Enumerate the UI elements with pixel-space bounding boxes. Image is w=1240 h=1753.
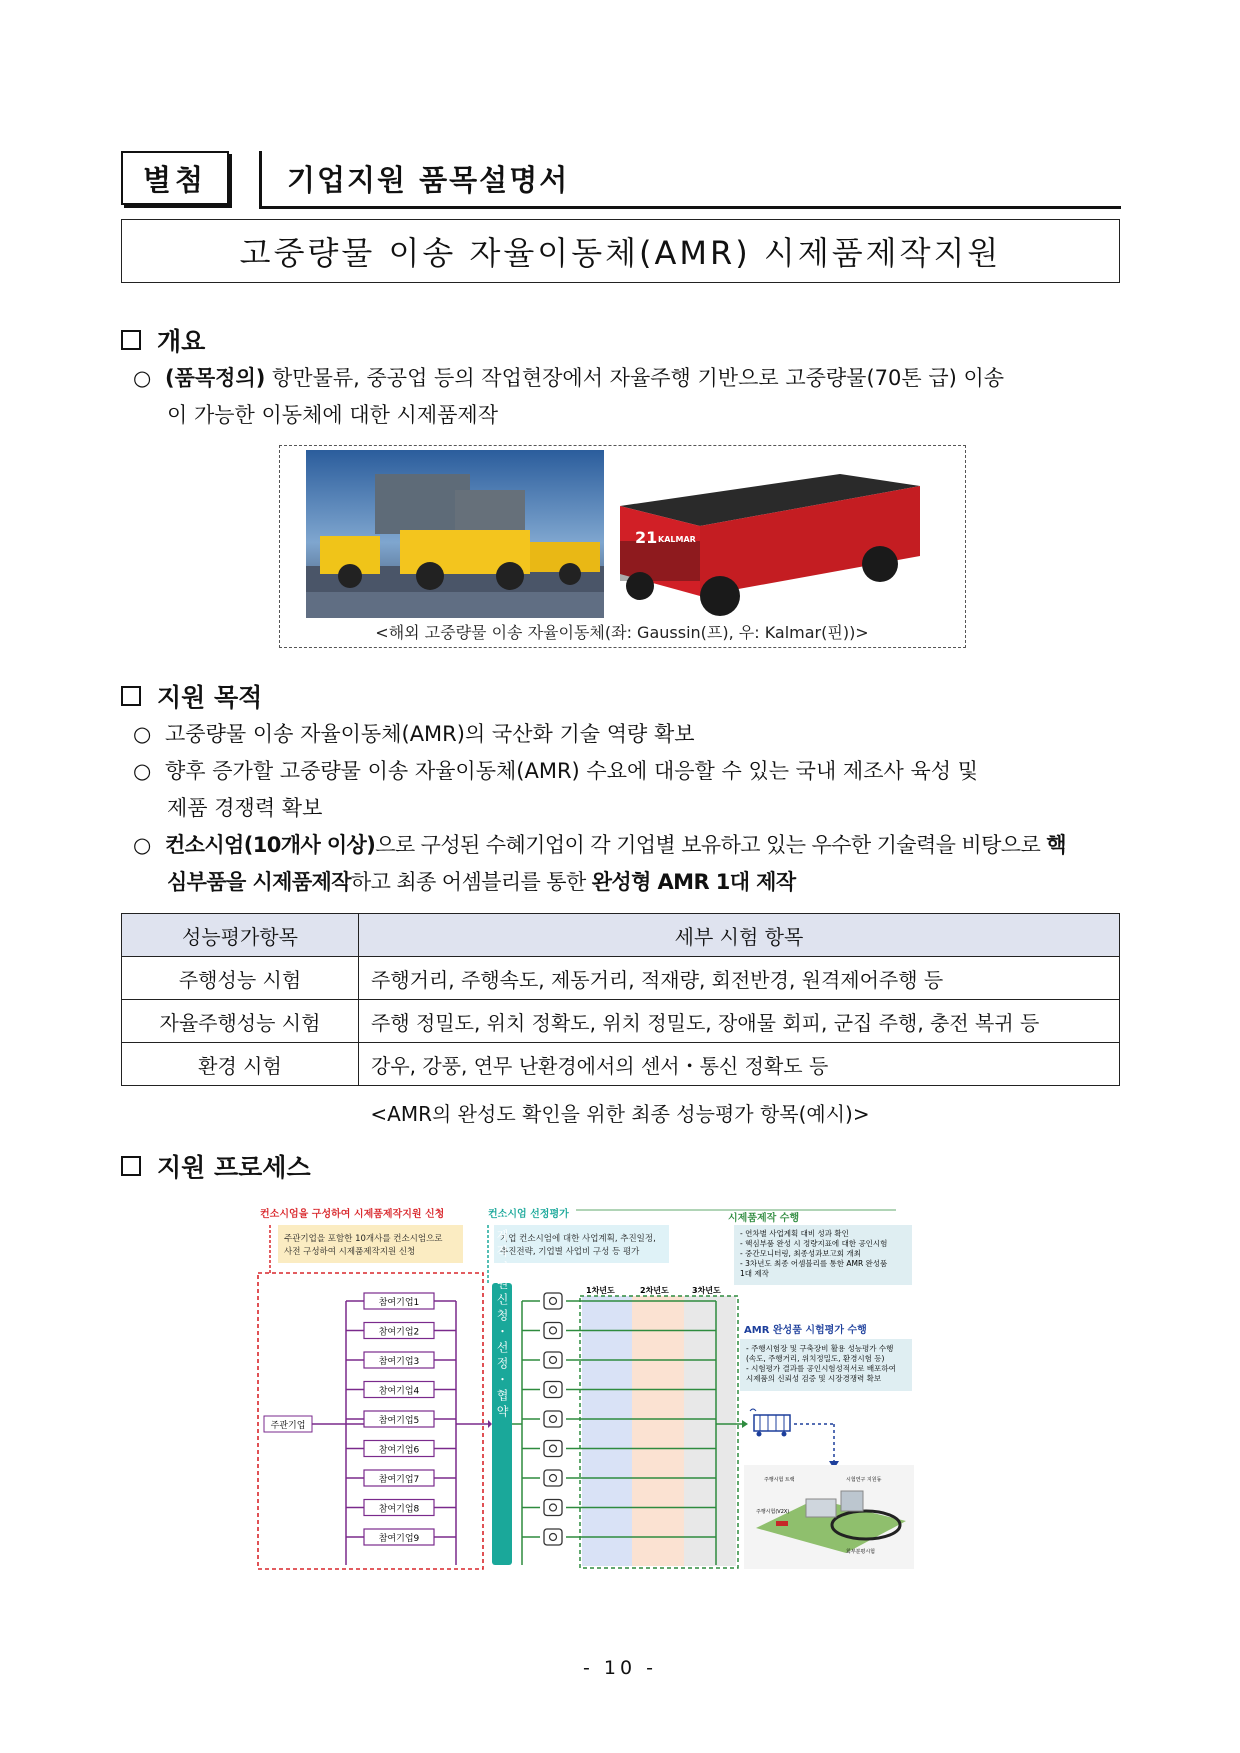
testsite-label: 주행시험(V2X) bbox=[756, 1509, 790, 1515]
participant-label: 참여기업7 bbox=[378, 1475, 420, 1485]
process-diagram-svg bbox=[256, 1203, 996, 1572]
component-icon-list bbox=[522, 1293, 582, 1545]
participant-list bbox=[346, 1293, 456, 1545]
participant-label: 참여기업2 bbox=[378, 1327, 420, 1338]
definition-label: (품목정의) bbox=[165, 366, 266, 390]
participant-label: 참여기업4 bbox=[378, 1386, 420, 1397]
section-purpose bbox=[121, 678, 262, 714]
year-3-column bbox=[684, 1296, 736, 1566]
stage3-title: 시제품제작 수행 bbox=[728, 1213, 800, 1224]
stage2-title: 컨소시엄 선정평가 bbox=[488, 1209, 569, 1220]
stage4-note: (속도, 주행거리, 위치정밀도, 환경시험 등) bbox=[746, 1354, 885, 1363]
section-purpose-heading: 지원 목적 bbox=[157, 683, 263, 712]
stage4-note: - 주행시험장 및 구축장비 활용 성능평가 수행 bbox=[746, 1344, 894, 1353]
performance-table bbox=[121, 913, 1120, 1086]
stage2-note-box bbox=[494, 1225, 669, 1263]
table-row bbox=[122, 1000, 1120, 1043]
document-title: 기업지원 품목설명서 bbox=[287, 162, 570, 197]
vehicle-photo-figure bbox=[279, 445, 966, 648]
component-part-icon bbox=[544, 1382, 562, 1398]
stage1-note-box bbox=[278, 1225, 463, 1263]
section-overview-heading: 개요 bbox=[157, 327, 206, 356]
purpose-bullet-2 bbox=[133, 753, 1123, 827]
year-3-label: 3차년도 bbox=[692, 1286, 721, 1295]
table-cell: 환경 시험 bbox=[122, 1043, 359, 1086]
testsite-label: 주행시험 트랙 bbox=[764, 1477, 795, 1483]
checkbox-square-icon bbox=[121, 686, 141, 706]
participant-label: 참여기업6 bbox=[378, 1445, 420, 1456]
stage4-title: AMR 완성품 시험평가 수행 bbox=[744, 1325, 867, 1336]
stage2-note-line2: 추진전략, 기업별 사업비 구성 등 평가 bbox=[500, 1247, 640, 1257]
vehicle-photos bbox=[280, 446, 965, 647]
table-cell: 자율주행성능 시험 bbox=[122, 1000, 359, 1043]
component-part-icon bbox=[544, 1500, 562, 1516]
amr-truck-icon bbox=[750, 1409, 790, 1437]
year-1-label: 1차년도 bbox=[586, 1286, 615, 1295]
table-cell: 주행거리, 주행속도, 제동거리, 적재량, 회전반경, 원격제어주행 등 bbox=[359, 957, 1120, 1000]
page-number: - 10 - bbox=[583, 1657, 657, 1679]
purpose-text-2b: 제품 경쟁력 확보 bbox=[167, 796, 323, 820]
lead-company-label: 주관기업 bbox=[270, 1421, 306, 1431]
participant-label: 참여기업8 bbox=[378, 1504, 420, 1515]
consortium-emphasis: 컨소시엄(10개사 이상) bbox=[165, 833, 376, 857]
table-header-cell: 세부 시험 항목 bbox=[359, 914, 1120, 957]
table-caption: <AMR의 완성도 확인을 위한 최종 성능평가 항목(예시)> bbox=[370, 1102, 870, 1126]
year-2-column bbox=[632, 1296, 684, 1566]
checkbox-square-icon bbox=[121, 1156, 141, 1176]
component-part-icon bbox=[544, 1470, 562, 1486]
test-site-illustration bbox=[744, 1465, 914, 1569]
application-vertical-label: 시제품제작지원신청・선정・협약 bbox=[495, 1203, 509, 1421]
purpose-bullet-1 bbox=[133, 716, 1123, 753]
circle-bullet-icon: ○ bbox=[133, 366, 152, 390]
purpose-text-1: 고중량물 이송 자율이동체(AMR)의 국산화 기술 역량 확보 bbox=[165, 722, 695, 746]
checkbox-square-icon bbox=[121, 330, 141, 350]
photo-caption: <해외 고중량물 이송 자율이동체(좌: Gaussin(프), 우: Kalmar(핀))> bbox=[375, 623, 869, 642]
table-cell: 강우, 강풍, 연무 난환경에서의 센서・통신 정확도 등 bbox=[359, 1043, 1120, 1086]
vehicle-brand: KALMAR bbox=[658, 535, 696, 544]
circle-bullet-icon: ○ bbox=[133, 722, 152, 746]
section-process bbox=[121, 1148, 311, 1184]
final-amr-emphasis: 완성형 AMR 1대 제작 bbox=[591, 870, 796, 894]
stage4-note: - 시험평가 결과를 공인시험성적서로 배포하여 bbox=[746, 1364, 896, 1373]
stage3-note: 1대 제작 bbox=[740, 1269, 769, 1278]
stage3-note: - 3차년도 최종 어셈블리를 통한 AMR 완성품 bbox=[740, 1259, 888, 1268]
table-header-cell: 성능평가항목 bbox=[122, 914, 359, 957]
component-part-icon bbox=[544, 1411, 562, 1427]
table-header-row bbox=[122, 914, 1120, 957]
kalmar-photo bbox=[620, 474, 920, 616]
testsite-label: 회부분평시험 bbox=[846, 1549, 875, 1555]
section-process-heading: 지원 프로세스 bbox=[157, 1153, 311, 1182]
year-2-label: 2차년도 bbox=[640, 1286, 669, 1295]
participant-label: 참여기업1 bbox=[378, 1298, 420, 1308]
component-part-icon bbox=[544, 1441, 562, 1457]
purpose-bullet-3 bbox=[133, 827, 1123, 901]
core-emphasis-a: 핵 bbox=[1046, 833, 1066, 857]
core-emphasis-b: 심부품을 시제품제작 bbox=[167, 870, 351, 894]
overview-text-line2: 이 가능한 이동체에 대한 시제품제작 bbox=[167, 403, 498, 427]
process-diagram bbox=[256, 1203, 996, 1572]
stage1-title: 컨소시엄을 구성하여 시제품제작지원 신청 bbox=[260, 1209, 445, 1220]
table-row bbox=[122, 1043, 1120, 1086]
stage2-note-line1: 기업 컨소시엄에 대한 사업계획, 추진일정, bbox=[500, 1234, 656, 1244]
component-part-icon bbox=[544, 1293, 562, 1309]
component-part-icon bbox=[544, 1352, 562, 1368]
overview-text-line1: 항만물류, 중공업 등의 작업현장에서 자율주행 기반으로 고중량물(70톤 급) 이송 bbox=[265, 366, 1005, 390]
participant-label: 참여기업3 bbox=[378, 1357, 420, 1367]
testsite-label: 시험연구 지원동 bbox=[846, 1477, 882, 1483]
vehicle-number: 21 bbox=[635, 528, 658, 547]
stage1-note-line2: 사전 구성하여 시제품제작지원 신청 bbox=[284, 1247, 416, 1257]
overview-bullet bbox=[133, 360, 1123, 434]
gaussin-photo bbox=[306, 450, 604, 618]
header-underline bbox=[259, 206, 1121, 209]
table-cell: 주행성능 시험 bbox=[122, 957, 359, 1000]
circle-bullet-icon: ○ bbox=[133, 759, 152, 783]
purpose-text-2a: 향후 증가할 고중량물 이송 자율이동체(AMR) 수요에 대응할 수 있는 국내 제조사 육성 및 bbox=[165, 759, 979, 783]
table-cell: 주행 정밀도, 위치 정확도, 위치 정밀도, 장애물 회피, 군집 주행, 충전 복귀 등 bbox=[359, 1000, 1120, 1043]
table-row bbox=[122, 957, 1120, 1000]
section-overview bbox=[121, 322, 205, 358]
attachment-label: 별첨 bbox=[121, 151, 229, 205]
component-part-icon bbox=[544, 1323, 562, 1339]
stage3-note: - 연차별 사업계획 대비 성과 확인 bbox=[740, 1229, 849, 1238]
stage4-note: 시제품의 신뢰성 검증 및 시장경쟁력 확보 bbox=[746, 1374, 882, 1383]
purpose-text-3b: 하고 최종 어셈블리를 통한 bbox=[350, 870, 592, 894]
component-part-icon bbox=[544, 1529, 562, 1545]
purpose-text-3a: 으로 구성된 수혜기업이 각 기업별 보유하고 있는 우수한 기술력을 비탕으로 bbox=[375, 833, 1047, 857]
stage1-note-line1: 주관기업을 포함한 10개사를 컨소시엄으로 bbox=[284, 1234, 443, 1244]
circle-bullet-icon: ○ bbox=[133, 833, 151, 857]
main-title: 고중량물 이송 자율이동체(AMR) 시제품제작지원 bbox=[121, 219, 1120, 283]
participant-label: 참여기업5 bbox=[378, 1416, 420, 1426]
stage3-note: - 핵심부품 완성 시 정량지표에 대한 공인시험 bbox=[740, 1239, 888, 1248]
participant-label: 참여기업9 bbox=[378, 1534, 420, 1544]
year-1-column bbox=[582, 1296, 632, 1566]
stage3-note: - 중간모니터링, 최종성과보고회 개최 bbox=[740, 1249, 861, 1258]
